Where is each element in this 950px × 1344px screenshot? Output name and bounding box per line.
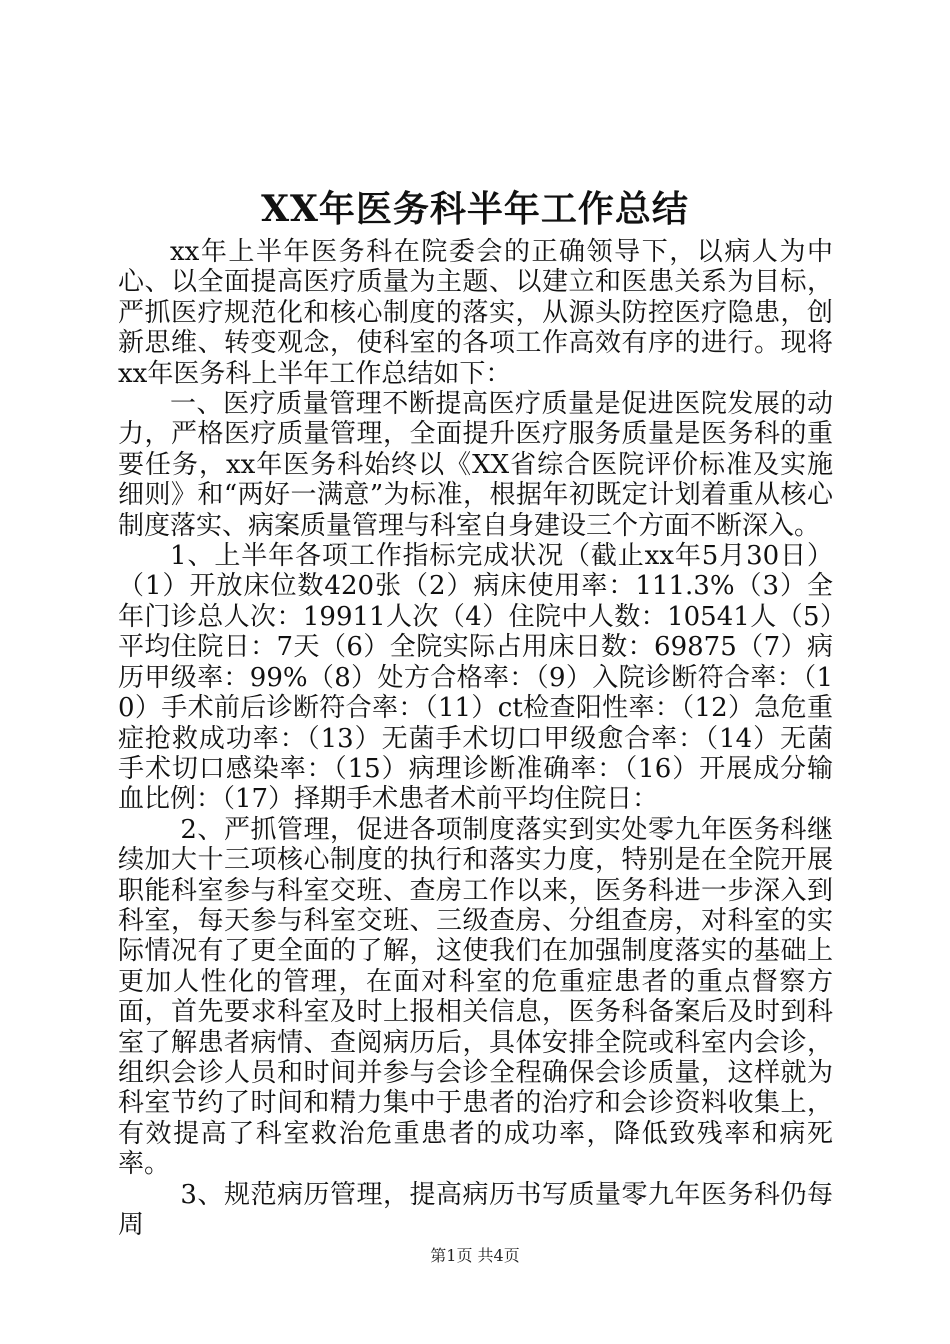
- paragraph-section-1: 一、医疗质量管理不断提高医疗质量是促进医院发展的动力，严格医疗质量管理，全面提升医疗服务质量是医务科的重要任务，xx年医务科始终以《XX省综合医院评价标准及实施细则》和“两好一满意”为标准，根据年初既定计划着重从核心制度落实、病案质量管理与科室自身建设三个方面不断深入。: [118, 389, 833, 541]
- page-footer: 第1页 共4页: [430, 1246, 520, 1265]
- document-title: XX年医务科半年工作总结: [261, 188, 689, 230]
- paragraph-medical-records: 3、规范病历管理，提高病历书写质量零九年医务科仍每周: [118, 1179, 833, 1240]
- paragraph-indicators: 1、上半年各项工作指标完成状况（截止xx年5月30日）（1）开放床位数420张（2）病床使用率：111.3%（3）全年门诊总人次：19911人次（4）住院中人数：10541人（5）平均住院日：7天（6）全院实际占用床日数：69875（7）病历甲级率：99%（8）处方合格率：（9）入院诊断符合率：（10）手术前后诊断符合率：（11）ct检查阳性率：（12）急危重症抢救成功率：（13）无菌手术切口甲级愈合率：（14）无菌手术切口感染率：（15）病理诊断准确率：（16）开展成分输血比例：（17）择期手术患者术前平均住院日：: [118, 541, 833, 815]
- paragraph-management: 2、严抓管理，促进各项制度落实到实处零九年医务科继续加大十三项核心制度的执行和落实力度，特别是在全院开展职能科室参与科室交班、查房工作以来，医务科进一步深入到科室，每天参与科室交班、三级查房、分组查房，对科室的实际情况有了更全面的了解，这使我们在加强制度落实的基础上更加人性化的管理，在面对科室的危重症患者的重点督察方面，首先要求科室及时上报相关信息，医务科备案后及时到科室了解患者病情、查阅病历后，具体安排全院或科室内会诊，组织会诊人员和时间并参与会诊全程确保会诊质量，这样就为科室节约了时间和精力集中于患者的治疗和会诊资料收集上，有效提高了科室救治危重患者的成功率，降低致残率和病死率。: [118, 814, 833, 1180]
- document-body: [118, 237, 833, 1240]
- paragraph-intro: xx年上半年医务科在院委会的正确领导下，以病人为中心、以全面提高医疗质量为主题、以建立和医患关系为目标，严抓医疗规范化和核心制度的落实，从源头防控医疗隐患，创新思维、转变观念，使科室的各项工作高效有序的进行。现将xx年医务科上半年工作总结如下：: [118, 237, 833, 389]
